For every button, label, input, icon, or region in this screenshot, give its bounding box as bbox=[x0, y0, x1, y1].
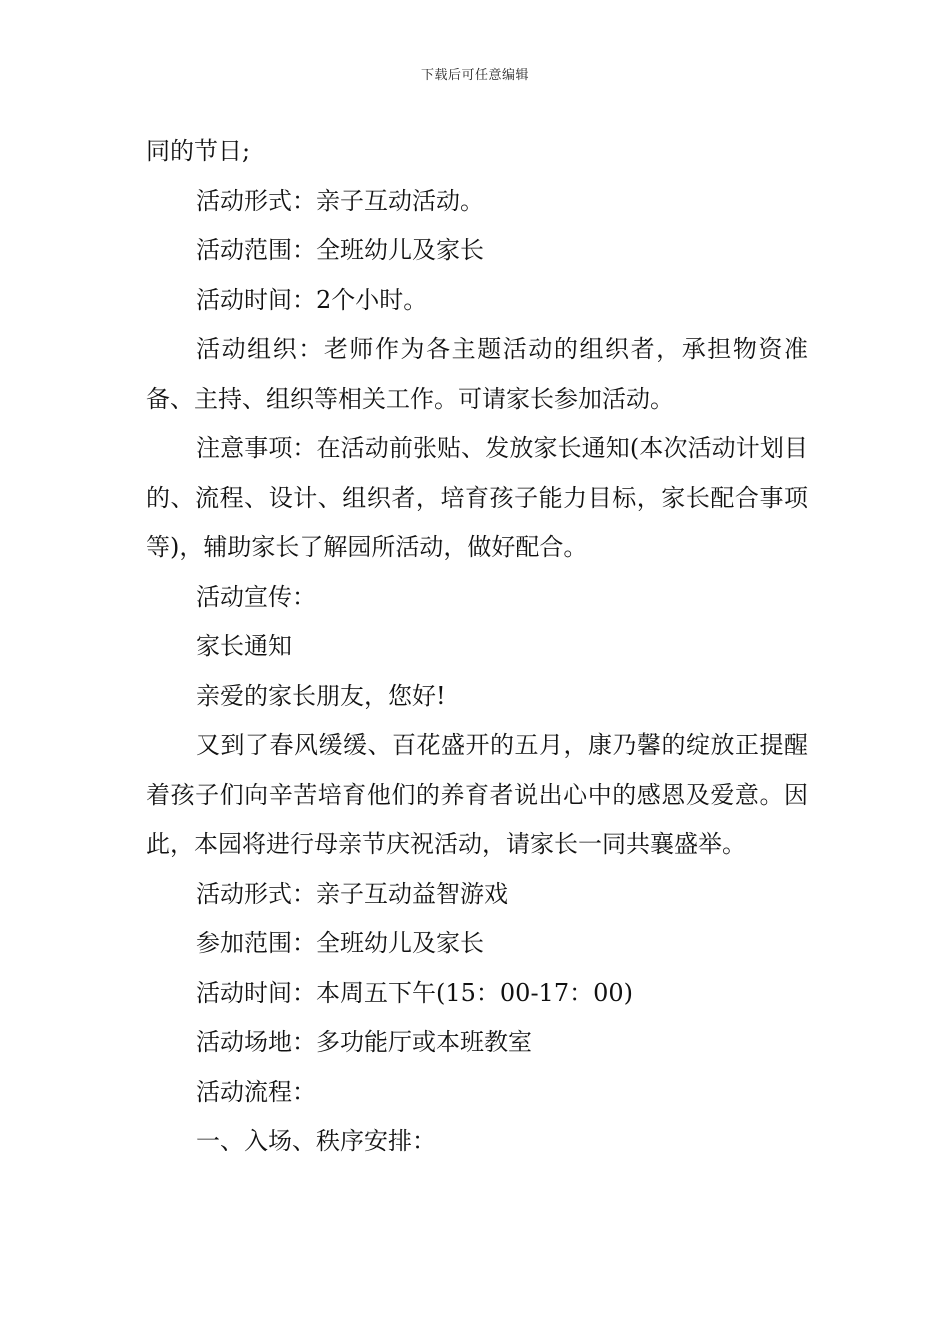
paragraph-activity-organization: 活动组织：老师作为各主题活动的组织者，承担物资准备、主持、组织等相关工作。可请家长参加活动。 bbox=[146, 335, 808, 413]
paragraph-activity-scope: 活动范围：全班幼儿及家长 bbox=[196, 236, 484, 264]
paragraph-notes: 注意事项：在活动前张贴、发放家长通知(本次活动计划目的、流程、设计、组织者，培育孩子能力目标，家长配合事项等)，辅助家长了解园所活动，做好配合。 bbox=[146, 434, 808, 561]
paragraph-continuation: 同的节日; bbox=[146, 137, 251, 165]
paragraph-process-heading: 活动流程： bbox=[196, 1077, 316, 1106]
paragraph-participation-scope: 参加范围：全班幼儿及家长 bbox=[196, 929, 484, 957]
paragraph-step-one: 一、入场、秩序安排： bbox=[196, 1127, 436, 1155]
paragraph-notice-body: 又到了春风缓缓、百花盛开的五月，康乃馨的绽放正提醒着孩子们向辛苦培育他们的养育者说出心中的感恩及爱意。因此，本园将进行母亲节庆祝活动，请家长一同共襄盛举。 bbox=[146, 731, 808, 858]
document-body bbox=[146, 127, 808, 1167]
paragraph-notice-title: 家长通知 bbox=[196, 632, 292, 660]
paragraph-game-format: 活动形式：亲子互动益智游戏 bbox=[196, 879, 508, 908]
paragraph-activity-duration: 活动时间：2个小时。 bbox=[196, 285, 428, 314]
paragraph-event-venue: 活动场地：多功能厅或本班教室 bbox=[196, 1028, 532, 1056]
paragraph-greeting: 亲爱的家长朋友，您好! bbox=[196, 681, 446, 710]
paragraph-activity-format: 活动形式：亲子互动活动。 bbox=[196, 186, 484, 215]
paragraph-promotion-heading: 活动宣传： bbox=[196, 582, 316, 611]
page-header: 下载后可任意编辑 bbox=[420, 68, 529, 83]
paragraph-event-time: 活动时间：本周五下午(15：00-17：00) bbox=[196, 978, 633, 1007]
